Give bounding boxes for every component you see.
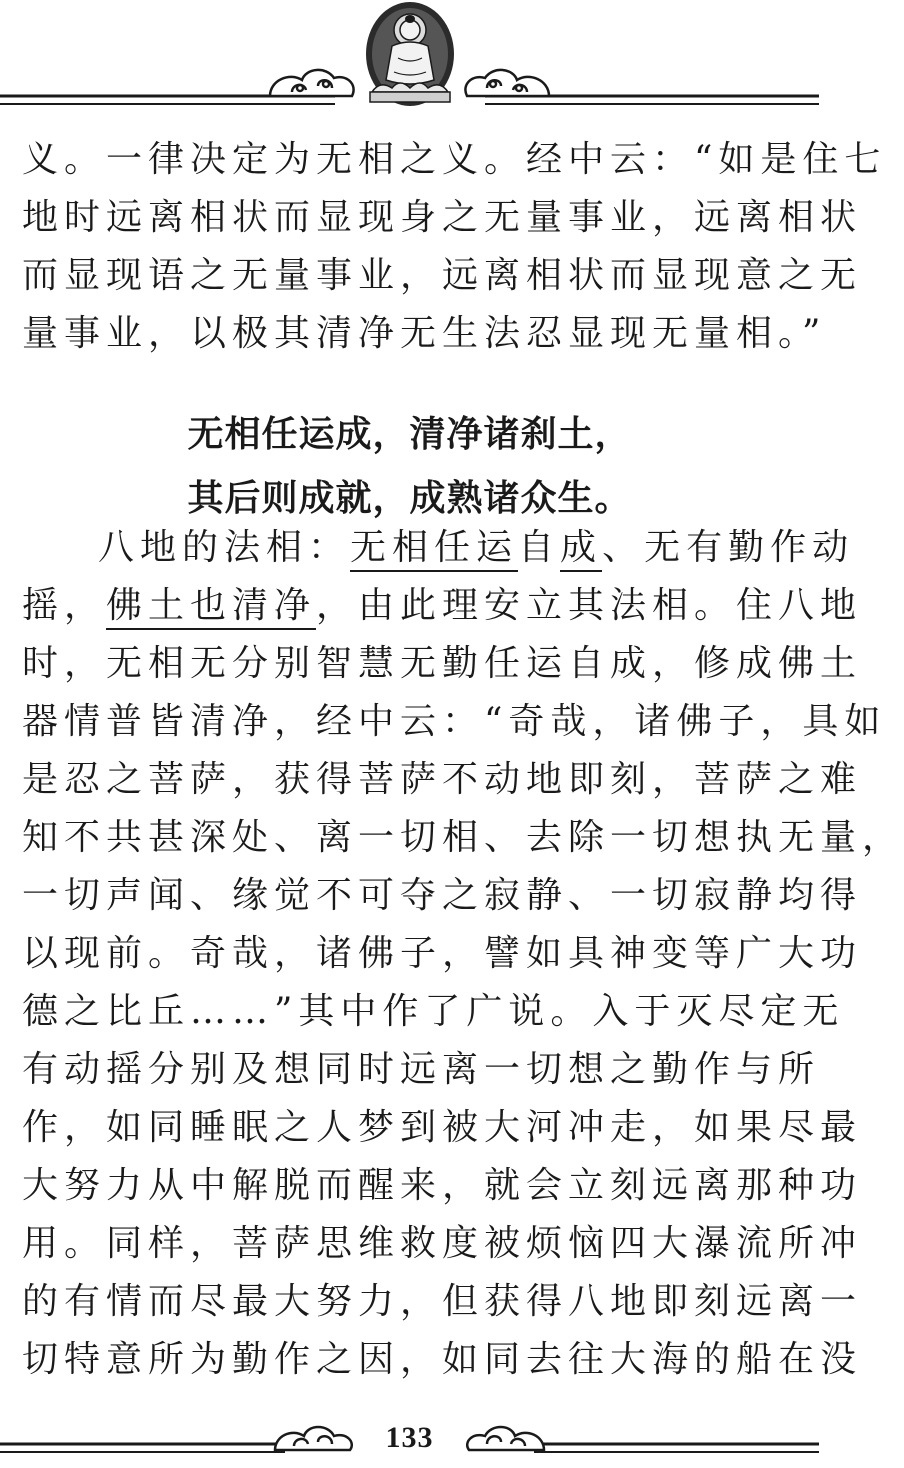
- text-line: 用。同样，菩萨思维救度被烦恼四大瀑流所冲: [22, 1223, 863, 1264]
- verse: [0, 403, 819, 531]
- text-line: 义。一律决定为无相之义。经中云：“如是住七: [22, 139, 887, 180]
- text-line: 地时远离相状而显现身之无量事业，远离相状: [22, 197, 863, 238]
- text-line: 以现前。奇哉，诸佛子，譬如具神变等广大功: [22, 933, 863, 974]
- passage-1: [22, 131, 887, 363]
- passage-2: [22, 519, 904, 1389]
- underlined-phrase: 成: [560, 527, 602, 572]
- text-line: 量事业，以极其清净无生法忍显现无量相。”: [22, 313, 827, 354]
- right-cloud-ornament: [465, 70, 549, 96]
- text-line: 是忍之菩萨，获得菩萨不动地即刻，菩萨之难: [22, 759, 863, 800]
- underlined-phrase: 佛土也清净: [106, 585, 316, 630]
- text-segment: 自: [518, 527, 561, 568]
- text-line: 而显现语之无量事业，远离相状而显现意之无: [22, 255, 863, 296]
- text-line: 德之比丘……”其中作了广说。入于灭尽定无: [22, 991, 845, 1032]
- text-line: 大努力从中解脱而醒来，就会立刻远离那种功: [22, 1165, 863, 1206]
- underlined-phrase: 无相任运: [350, 527, 518, 572]
- text-segment: 摇，: [22, 585, 107, 626]
- page-number: 133: [385, 1421, 434, 1454]
- buddha-icon: [366, 2, 454, 106]
- header-ornament: [0, 0, 819, 115]
- text-line: 一切声闻、缘觉不可夺之寂静、一切寂静均得: [22, 875, 863, 916]
- text-line: 器情普皆清净，经中云：“奇哉，诸佛子，具如: [22, 701, 887, 742]
- text-line: 有动摇分别及想同时远离一切想之勤作与所: [22, 1049, 821, 1090]
- verse-line: 无相任运成，清净诸刹土，: [187, 414, 632, 455]
- text-line: 的有情而尽最大努力，但获得八地即刻远离一: [22, 1281, 863, 1322]
- text-line: [22, 519, 855, 577]
- text-segment: 八地的法相：: [98, 527, 351, 568]
- text-line: [22, 577, 863, 635]
- text-segment: 、无有勤作动: [602, 527, 855, 568]
- text-line: 时，无相无分别智慧无勤任运自成，修成佛土: [22, 643, 863, 684]
- text-line: 切特意所为勤作之因，如同去往大海的船在没: [22, 1339, 863, 1380]
- text-line: 作，如同睡眠之人梦到被大河冲走，如果尽最: [22, 1107, 863, 1148]
- text-segment: ，由此理安立其法相。住八地: [316, 585, 863, 626]
- verse-line: 其后则成就，成熟诸众生。: [187, 478, 632, 519]
- left-cloud-ornament: [270, 70, 354, 96]
- text-line: 知不共甚深处、离一切相、去除一切想执无量，: [22, 817, 904, 858]
